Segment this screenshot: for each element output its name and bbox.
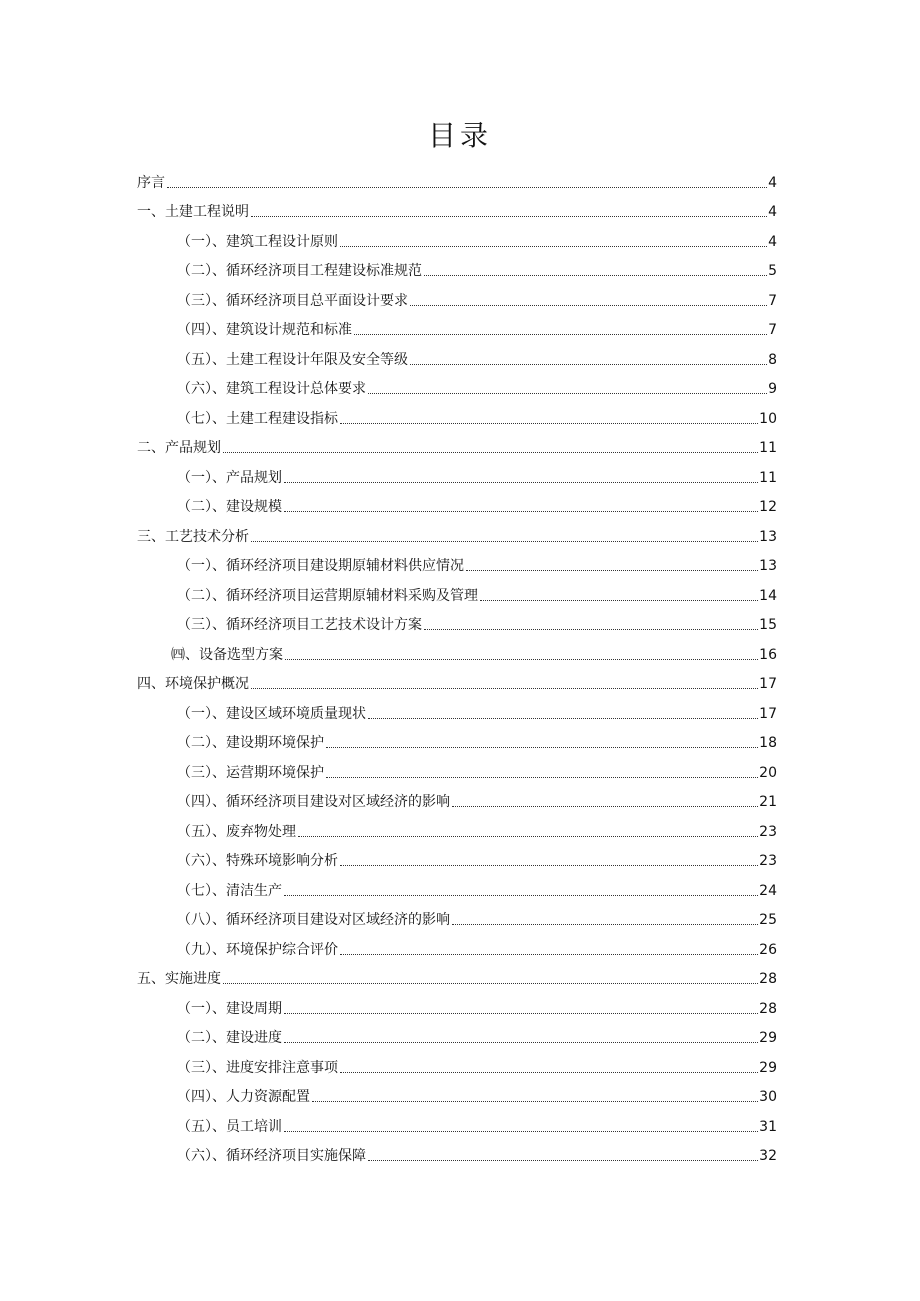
toc-entry-label: ㈣、设备选型方案 bbox=[171, 647, 283, 663]
dot-leader bbox=[368, 718, 758, 719]
toc-title: 目录 bbox=[427, 119, 492, 152]
toc-entry-label: 序言 bbox=[137, 175, 165, 191]
toc-entry[interactable] bbox=[177, 314, 777, 340]
toc-entry-label: （五）、废弃物处理 bbox=[177, 824, 296, 840]
dot-leader bbox=[424, 629, 758, 630]
toc-entry-label: 二、产品规划 bbox=[137, 440, 221, 456]
toc-entry[interactable] bbox=[177, 491, 777, 517]
dot-leader bbox=[284, 1042, 758, 1043]
toc-entry[interactable] bbox=[177, 727, 777, 753]
toc-entry-label: （八）、循环经济项目建设对区域经济的影响 bbox=[177, 912, 450, 928]
toc-entry-page: 4 bbox=[768, 204, 777, 220]
toc-entry-page: 18 bbox=[759, 735, 777, 751]
toc-entry-page: 29 bbox=[759, 1030, 777, 1046]
toc-entry-label: 五、实施进度 bbox=[137, 971, 221, 987]
toc-entry-label: （六）、循环经济项目实施保障 bbox=[177, 1148, 366, 1164]
toc-entry[interactable] bbox=[177, 757, 777, 783]
toc-entry-page: 5 bbox=[768, 263, 777, 279]
toc-entry[interactable] bbox=[177, 344, 777, 370]
toc-entry-page: 7 bbox=[768, 322, 777, 338]
toc-entry[interactable] bbox=[137, 963, 777, 989]
toc-entry[interactable] bbox=[177, 1140, 777, 1166]
toc-entry-label: （二）、建设规模 bbox=[177, 499, 282, 515]
toc-entry-label: （六）、特殊环境影响分析 bbox=[177, 853, 338, 869]
toc-entry-label: （三）、进度安排注意事项 bbox=[177, 1060, 338, 1076]
toc-entry-label: （四）、人力资源配置 bbox=[177, 1089, 310, 1105]
toc-entry[interactable] bbox=[177, 285, 777, 311]
dot-leader bbox=[326, 777, 758, 778]
dot-leader bbox=[354, 334, 767, 335]
toc-entry-label: （六）、建筑工程设计总体要求 bbox=[177, 381, 366, 397]
toc-entry-label: （四）、建筑设计规范和标准 bbox=[177, 322, 352, 338]
dot-leader bbox=[326, 747, 758, 748]
toc-entry[interactable] bbox=[177, 373, 777, 399]
toc-entry-page: 11 bbox=[759, 470, 777, 486]
toc-entry[interactable] bbox=[137, 668, 777, 694]
dot-leader bbox=[284, 895, 758, 896]
toc-entry[interactable] bbox=[177, 462, 777, 488]
dot-leader bbox=[298, 836, 758, 837]
toc-entry-page: 9 bbox=[768, 381, 777, 397]
toc-entry-page: 24 bbox=[759, 883, 777, 899]
toc-entry-page: 17 bbox=[759, 706, 777, 722]
toc-entry[interactable] bbox=[177, 786, 777, 812]
toc-entry[interactable] bbox=[137, 167, 777, 193]
toc-entry-label: （三）、循环经济项目总平面设计要求 bbox=[177, 293, 408, 309]
toc-entry-page: 28 bbox=[759, 971, 777, 987]
dot-leader bbox=[284, 482, 758, 483]
toc-entry-label: 四、环境保护概况 bbox=[137, 676, 249, 692]
toc-entry-page: 7 bbox=[768, 293, 777, 309]
toc-entry[interactable] bbox=[137, 196, 777, 222]
toc-entry-label: （一）、建筑工程设计原则 bbox=[177, 234, 338, 250]
toc-entry-label: （七）、土建工程建设指标 bbox=[177, 411, 338, 427]
toc-entry-label: （五）、员工培训 bbox=[177, 1119, 282, 1135]
toc-entry-label: （一）、产品规划 bbox=[177, 470, 282, 486]
toc-entry[interactable] bbox=[177, 226, 777, 252]
toc-entry-page: 29 bbox=[759, 1060, 777, 1076]
toc-entry-page: 23 bbox=[759, 853, 777, 869]
toc-entry-label: （一）、循环经济项目建设期原辅材料供应情况 bbox=[177, 558, 464, 574]
dot-leader bbox=[466, 570, 758, 571]
dot-leader bbox=[284, 1013, 758, 1014]
dot-leader bbox=[340, 423, 758, 424]
toc-entry[interactable] bbox=[171, 639, 777, 665]
toc-entry-page: 13 bbox=[759, 529, 777, 545]
dot-leader bbox=[251, 216, 767, 217]
dot-leader bbox=[410, 364, 767, 365]
dot-leader bbox=[410, 305, 767, 306]
toc-entry-page: 31 bbox=[759, 1119, 777, 1135]
dot-leader bbox=[340, 1072, 758, 1073]
toc-entry[interactable] bbox=[177, 580, 777, 606]
toc-entry-page: 30 bbox=[759, 1089, 777, 1105]
toc-entry-page: 21 bbox=[759, 794, 777, 810]
toc-entry-label: （二）、建设期环境保护 bbox=[177, 735, 324, 751]
toc-entry-page: 16 bbox=[759, 647, 777, 663]
toc-entry[interactable] bbox=[177, 845, 777, 871]
toc-entry[interactable] bbox=[177, 1052, 777, 1078]
toc-entry[interactable] bbox=[177, 403, 777, 429]
toc-entry-page: 4 bbox=[768, 175, 777, 191]
toc-entry-label: （四）、循环经济项目建设对区域经济的影响 bbox=[177, 794, 450, 810]
toc-entry[interactable] bbox=[177, 934, 777, 960]
toc-entry-label: （二）、循环经济项目工程建设标准规范 bbox=[177, 263, 422, 279]
dot-leader bbox=[480, 600, 758, 601]
toc-entry-label: （三）、循环经济项目工艺技术设计方案 bbox=[177, 617, 422, 633]
toc-entry-label: （五）、土建工程设计年限及安全等级 bbox=[177, 352, 408, 368]
toc-entry-label: （二）、建设进度 bbox=[177, 1030, 282, 1046]
toc-entry-page: 4 bbox=[768, 234, 777, 250]
dot-leader bbox=[452, 806, 758, 807]
dot-leader bbox=[368, 393, 767, 394]
toc-entry-label: （七）、清洁生产 bbox=[177, 883, 282, 899]
dot-leader bbox=[223, 983, 758, 984]
dot-leader bbox=[424, 275, 767, 276]
toc-entry[interactable] bbox=[177, 1111, 777, 1137]
toc-entry-label: （一）、建设周期 bbox=[177, 1001, 282, 1017]
toc-entry-label: （三）、运营期环境保护 bbox=[177, 765, 324, 781]
toc-entry-label: 三、工艺技术分析 bbox=[137, 529, 249, 545]
dot-leader bbox=[284, 511, 758, 512]
toc-entry[interactable] bbox=[137, 521, 777, 547]
toc-entry-page: 13 bbox=[759, 558, 777, 574]
toc-entry[interactable] bbox=[177, 904, 777, 930]
toc-entry[interactable] bbox=[137, 432, 777, 458]
toc-entry[interactable] bbox=[177, 993, 777, 1019]
toc-entry-page: 26 bbox=[759, 942, 777, 958]
toc-entry-page: 10 bbox=[759, 411, 777, 427]
toc-entry[interactable] bbox=[177, 698, 777, 724]
toc-entry-page: 12 bbox=[759, 499, 777, 515]
dot-leader bbox=[285, 659, 758, 660]
toc-entry-page: 17 bbox=[759, 676, 777, 692]
toc-entry[interactable] bbox=[177, 550, 777, 576]
dot-leader bbox=[340, 246, 767, 247]
toc-entry-page: 32 bbox=[759, 1148, 777, 1164]
toc-entry-label: （一）、建设区域环境质量现状 bbox=[177, 706, 366, 722]
toc-entry-page: 8 bbox=[768, 352, 777, 368]
toc-entry[interactable] bbox=[177, 255, 777, 281]
toc-entry-page: 23 bbox=[759, 824, 777, 840]
toc-entry[interactable] bbox=[177, 875, 777, 901]
toc-entry[interactable] bbox=[177, 609, 777, 635]
dot-leader bbox=[368, 1160, 758, 1161]
toc-entry-page: 25 bbox=[759, 912, 777, 928]
toc-entry[interactable] bbox=[177, 816, 777, 842]
dot-leader bbox=[251, 688, 758, 689]
dot-leader bbox=[340, 865, 758, 866]
toc-entry-page: 15 bbox=[759, 617, 777, 633]
toc-entry-page: 28 bbox=[759, 1001, 777, 1017]
toc-entry-label: （二）、循环经济项目运营期原辅材料采购及管理 bbox=[177, 588, 478, 604]
toc-entry-page: 14 bbox=[759, 588, 777, 604]
toc-entry[interactable] bbox=[177, 1022, 777, 1048]
dot-leader bbox=[312, 1101, 758, 1102]
dot-leader bbox=[251, 541, 758, 542]
dot-leader bbox=[340, 954, 758, 955]
toc-entry-page: 11 bbox=[759, 440, 777, 456]
toc-entry-label: （九）、环境保护综合评价 bbox=[177, 942, 338, 958]
dot-leader bbox=[284, 1131, 758, 1132]
toc-entry-label: 一、土建工程说明 bbox=[137, 204, 249, 220]
dot-leader bbox=[452, 924, 758, 925]
toc-entry[interactable] bbox=[177, 1081, 777, 1107]
dot-leader bbox=[223, 452, 758, 453]
dot-leader bbox=[167, 187, 767, 188]
toc-entry-page: 20 bbox=[759, 765, 777, 781]
